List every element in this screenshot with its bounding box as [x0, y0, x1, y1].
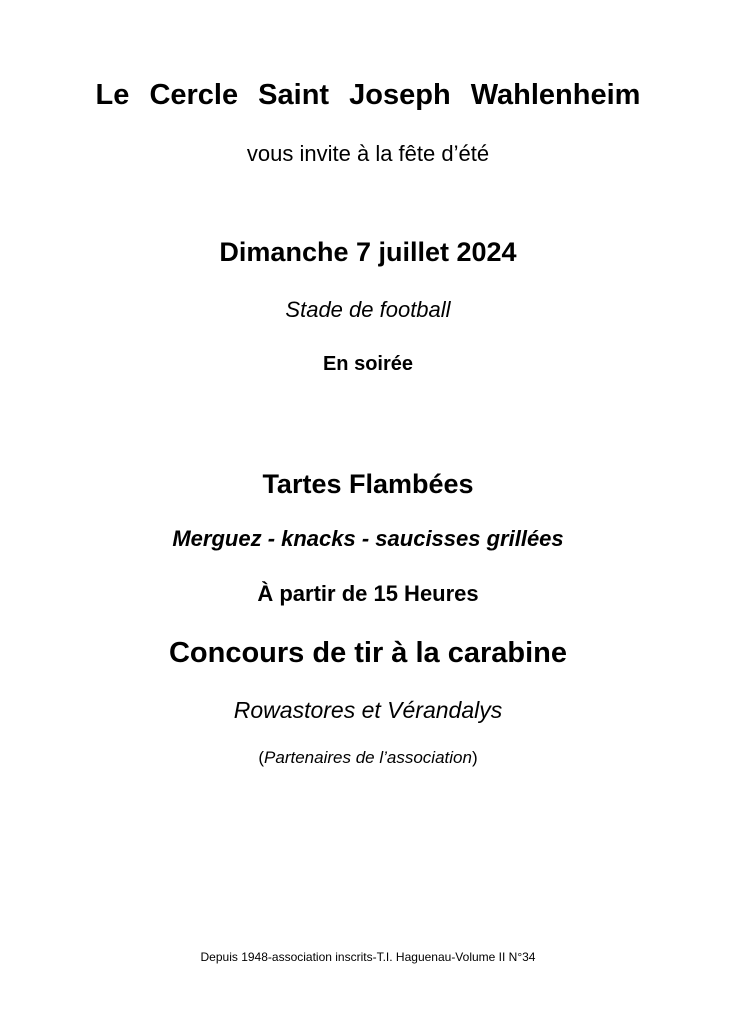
start-time: À partir de 15 Heures	[257, 581, 479, 606]
sponsors-text: Rowastores et Vérandalys	[233, 697, 503, 723]
event-time-of-day: En soirée	[322, 353, 414, 375]
invitation-text: vous invite à la fête d’été	[246, 141, 490, 166]
food-details: Merguez - knacks - saucisses grillées	[172, 526, 564, 551]
contest-headline: Concours de tir à la carabine	[168, 637, 568, 669]
event-venue: Stade de football	[285, 297, 451, 322]
event-organizer-title: Le Cercle Saint Joseph Wahlenheim	[95, 79, 641, 111]
partners-note-text: Partenaires de l’association	[264, 748, 472, 767]
event-date: Dimanche 7 juillet 2024	[219, 237, 517, 267]
footer-registration: Depuis 1948-association inscrits-T.I. Haguenau-Volume II N°34	[200, 950, 536, 964]
partners-note: (Partenaires de l’association)	[258, 748, 478, 767]
food-headline: Tartes Flambées	[262, 469, 474, 499]
